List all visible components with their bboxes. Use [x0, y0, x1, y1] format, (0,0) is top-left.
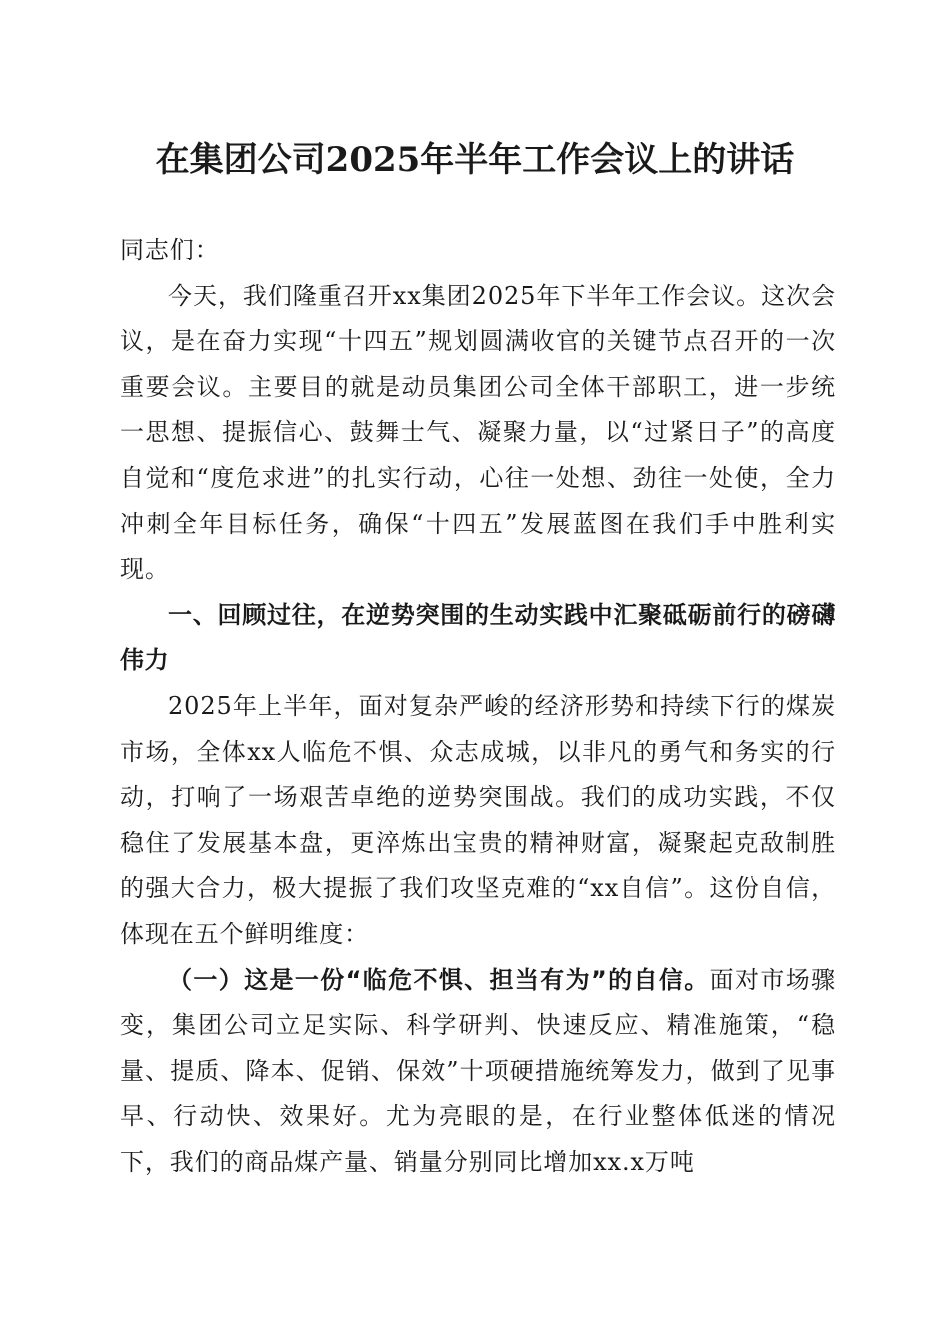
- subsection-one-paragraph: [120, 958, 836, 1186]
- subsection-one-lead: （一）这是一份“临危不惧、担当有为”的自信。: [168, 965, 710, 994]
- section-one-heading: 一、回顾过往，在逆势突围的生动实践中汇聚砥砺前行的磅礴伟力: [120, 600, 836, 675]
- salutation: 同志们：: [120, 236, 220, 264]
- intro-paragraph: 今天，我们隆重召开xx集团2025年下半年工作会议。这次会议，是在奋力实现“十四五”规划圆满收官的关键节点召开的一次重要会议。主要目的就是动员集团公司全体干部职工，进一步统一思想、提振信心、鼓舞士气、凝聚力量，以“过紧日子”的高度自觉和“度危求进”的扎实行动，心往一处想、劲往一处使，全力冲刺全年目标任务，确保“十四五”发展蓝图在我们手中胜利实现。: [120, 281, 836, 584]
- document-title: 在集团公司2025年半年工作会议上的讲话: [155, 140, 795, 180]
- section-one-paragraph: 2025年上半年，面对复杂严峻的经济形势和持续下行的煤炭市场，全体xx人临危不惧、众志成城，以非凡的勇气和务实的行动，打响了一场艰苦卓绝的逆势突围战。我们的成功实践，不仅稳住了发展基本盘，更淬炼出宝贵的精神财富，凝聚起克敌制胜的强大合力，极大提振了我们攻坚克难的“xx自信”。这份自信，体现在五个鲜明维度：: [120, 691, 836, 948]
- document-body: [120, 228, 836, 1185]
- subsection-one-text: 面对市场骤变，集团公司立足实际、科学研判、快速反应、精准施策，“稳量、提质、降本、促销、保效”十项硬措施统筹发力，做到了见事早、行动快、效果好。尤为亮眼的是，在行业整体低迷的情况下，我们的商品煤产量、销量分别同比增加xx.x万吨: [120, 965, 836, 1176]
